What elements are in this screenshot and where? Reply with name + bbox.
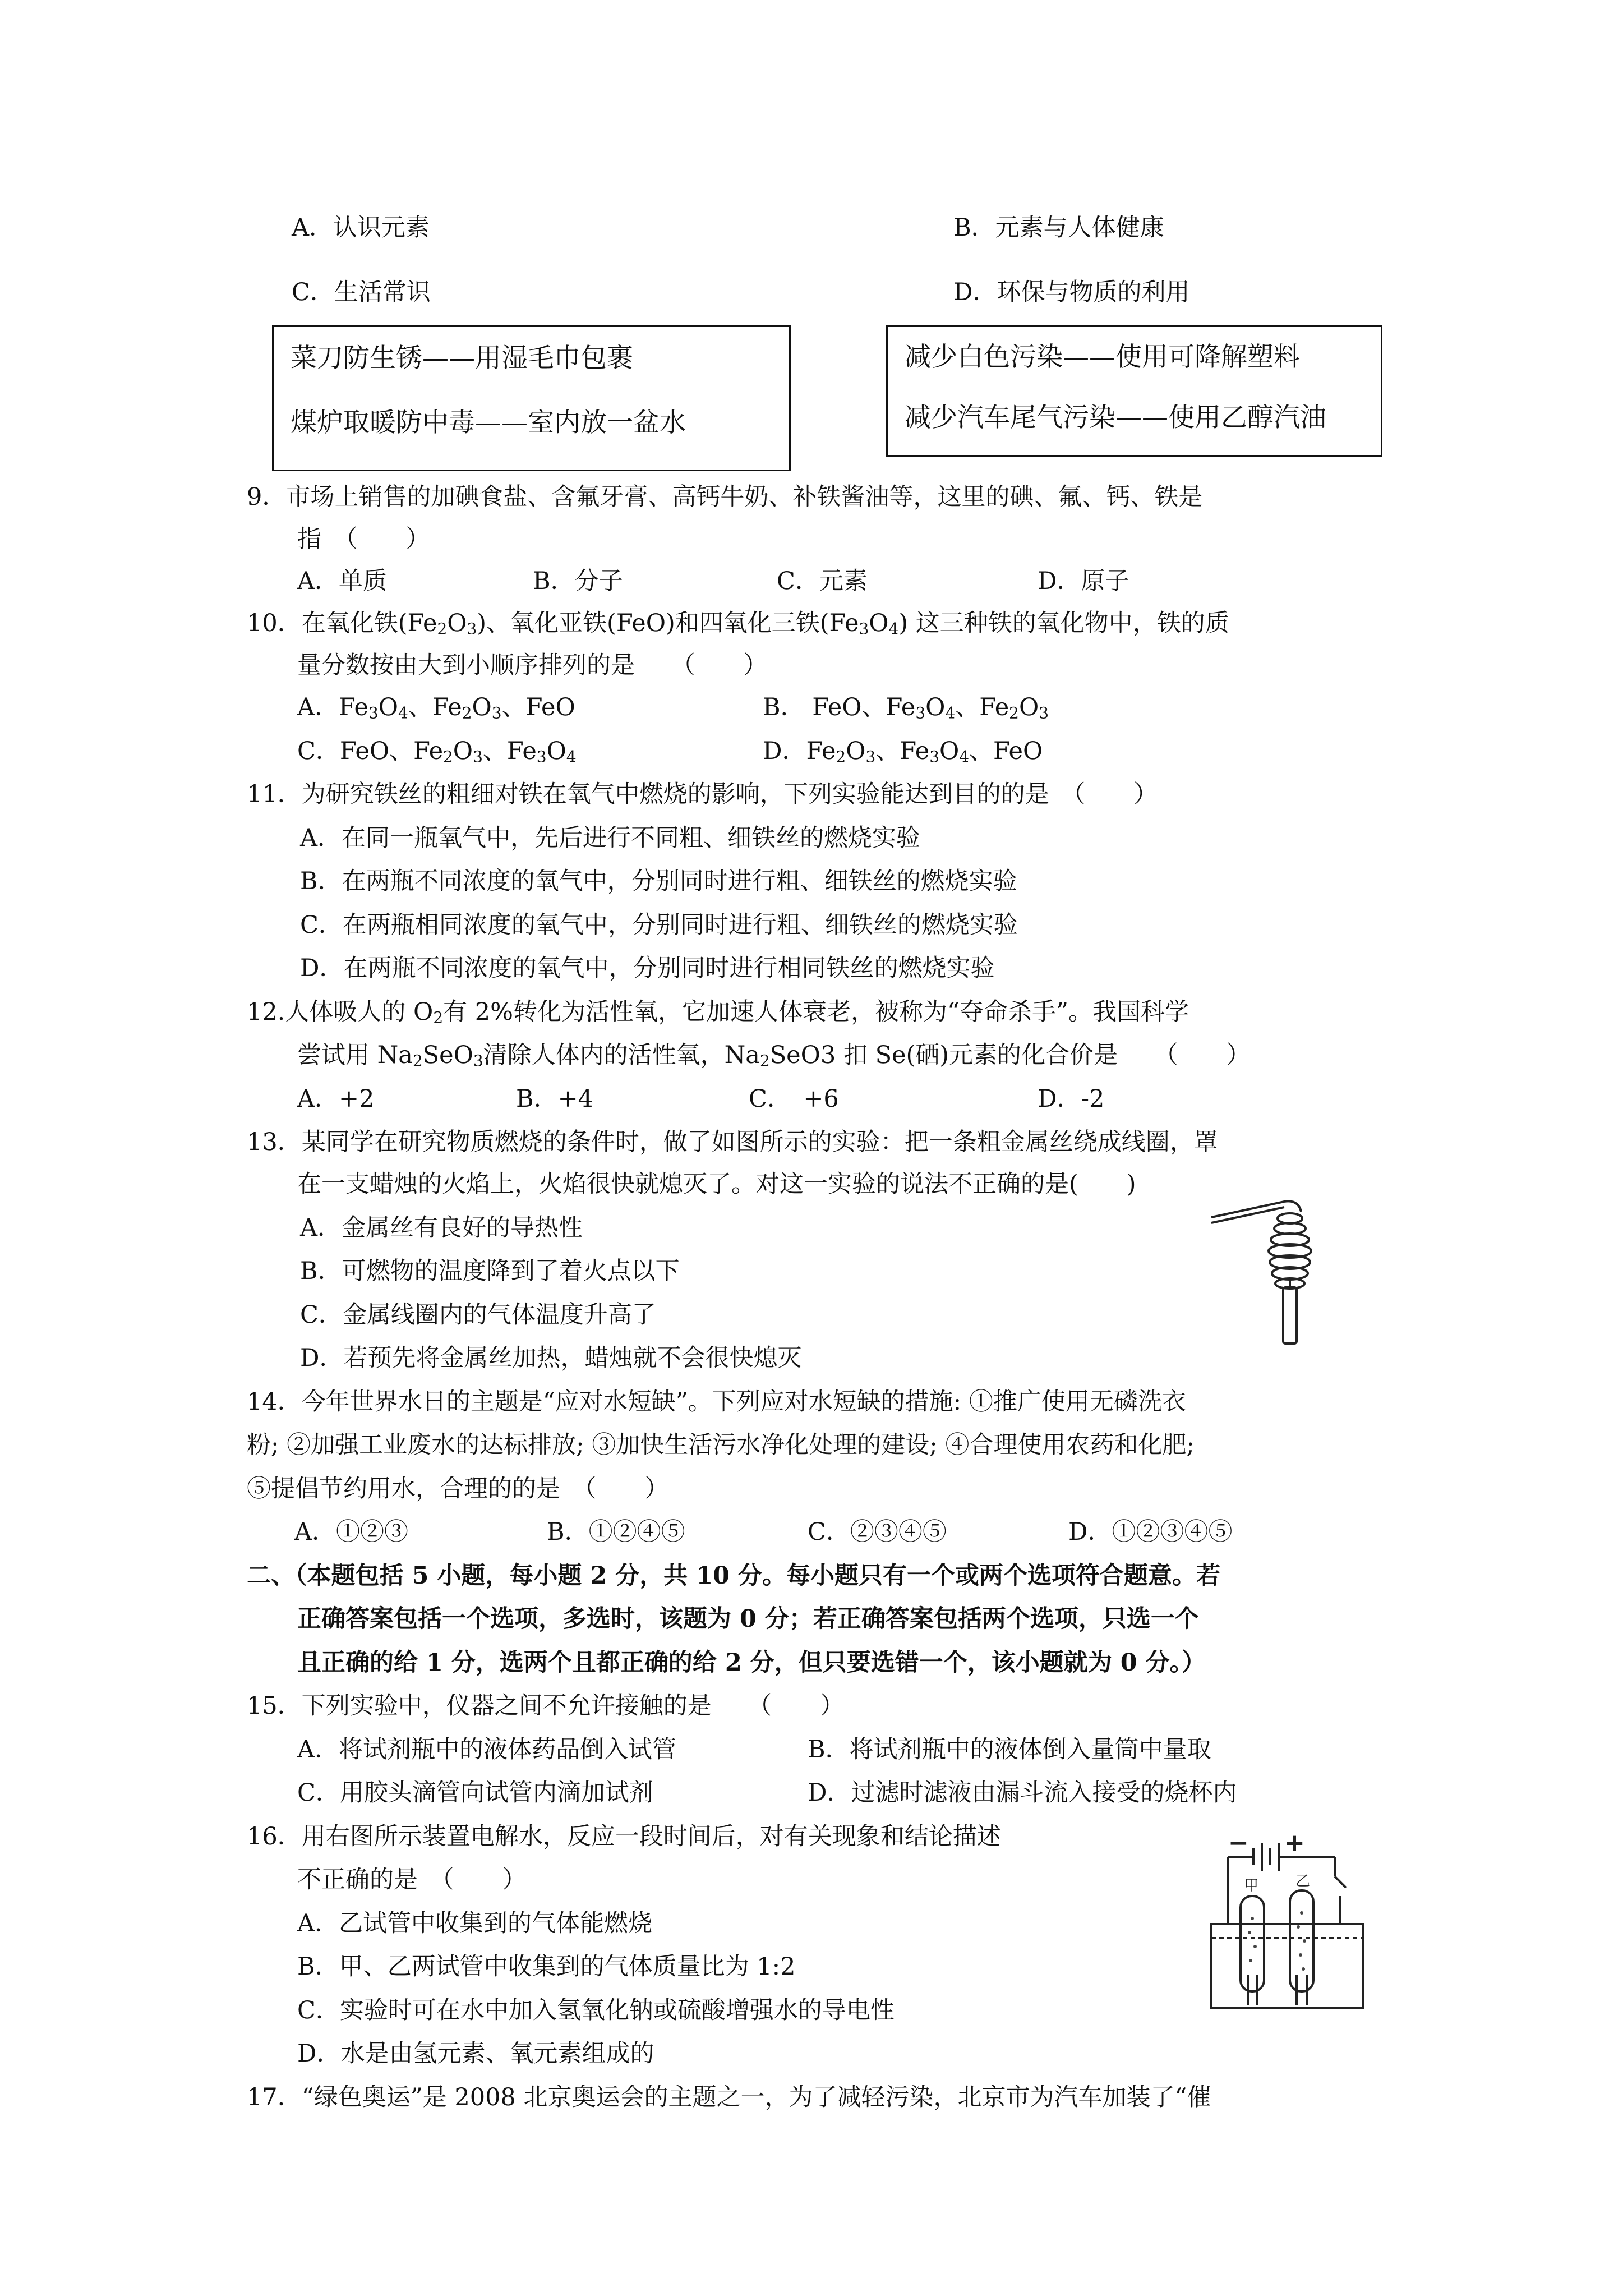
q10-text: O [939, 737, 960, 765]
q16-option-b: B．甲、乙两试管中收集到的气体质量比为 1:2 [297, 1953, 796, 1981]
q13-stem-line-1: 13．某同学在研究物质燃烧的条件时，做了如图所示的实验：把一条粗金属丝绕成线圈，罩 [247, 1128, 1218, 1156]
subscript: 2 [433, 1008, 444, 1027]
q12-text: 有 2%转化为活性氧，它加速人体衰老，被称为“夺命杀手”。我国科学 [443, 998, 1189, 1026]
q16-stem-line-2: 不正确的是 （ ） [297, 1866, 527, 1894]
q10-text: 、 [501, 693, 526, 721]
q10-text: Fe [979, 693, 1009, 721]
subscript: 2 [836, 747, 846, 766]
option-d-environment: D．环保与物质的利用 [953, 278, 1190, 306]
q10-text: O [472, 693, 492, 721]
subscript: 2 [1009, 703, 1019, 723]
subscript: 3 [859, 619, 869, 638]
q9-stem-line-1: 9．市场上销售的加碘食盐、含氟牙膏、高钙牛奶、补铁酱油等，这里的碘、氟、钙、铁是 [247, 483, 1203, 511]
box-left-line-2: 煤炉取暖防中毒——室内放一盆水 [291, 407, 686, 438]
q10-text: O [925, 693, 946, 721]
q10-text: B． FeO、Fe [763, 693, 916, 721]
q13-option-d: D．若预先将金属丝加热，蜡烛就不会很快熄灭 [300, 1344, 802, 1372]
q16-stem-line-1: 16．用右图所示装置电解水，反应一段时间后，对有关现象和结论描述 [247, 1823, 1001, 1851]
q16-option-c: C．实验时可在水中加入氢氧化钠或硫酸增强水的导电性 [297, 1996, 895, 2024]
subscript: 4 [888, 619, 899, 638]
q10-text: 10．在氧化铁(Fe [247, 609, 437, 637]
subscript: 4 [959, 747, 970, 766]
q15-option-a: A．将试剂瓶中的液体药品倒入试管 [297, 1736, 677, 1764]
q12-option-a: A．+2 [297, 1085, 375, 1113]
q17-stem-line-1: 17．“绿色奥运”是 2008 北京奥运会的主题之一，为了减轻污染，北京市为汽车加装了“催 [247, 2083, 1211, 2111]
box-environment [886, 325, 1382, 457]
q12-stem-line-2 [297, 1043, 1251, 1068]
subscript: 2 [412, 1051, 423, 1070]
q15-stem: 15．下列实验中，仪器之间不允许接触的是 （ ） [247, 1692, 845, 1720]
q12-text: SeO [422, 1041, 473, 1069]
q10-text: O [378, 693, 399, 721]
q15-option-b: B．将试剂瓶中的液体倒入量筒中量取 [808, 1736, 1211, 1764]
option-a-recognize-elements: A．认识元素 [292, 214, 430, 242]
subscript: 2 [437, 619, 448, 638]
q12-text: 12.人体吸人的 O [247, 998, 434, 1026]
q10-text: 、 [875, 737, 900, 765]
q10-text: FeO [525, 693, 575, 721]
subscript: 2 [759, 1051, 770, 1070]
q13-option-b: B．可燃物的温度降到了着火点以下 [300, 1257, 680, 1285]
subscript: 4 [398, 703, 408, 723]
q10-text: C．FeO、Fe [297, 737, 444, 765]
subscript: 3 [473, 747, 483, 766]
subscript: 3 [467, 619, 477, 638]
subscript: 3 [929, 747, 939, 766]
q11-option-a: A．在同一瓶氧气中，先后进行不同粗、细铁丝的燃烧实验 [300, 824, 921, 852]
q10-text: A．Fe [297, 693, 368, 721]
q14-stem-line-2: 粉; ②加强工业废水的达标排放; ③加快生活污水净化处理的建设; ④合理使用农药和化肥; [247, 1431, 1195, 1459]
q10-text: 、 [482, 737, 507, 765]
q10-stem-line-2: 量分数按由大到小顺序排列的是 （ ） [297, 651, 768, 679]
q11-option-b: B．在两瓶不同浓度的氧气中，分别同时进行粗、细铁丝的燃烧实验 [300, 867, 1017, 895]
q12-stem-line-1 [247, 998, 1189, 1027]
box-right-line-2: 减少汽车尾气污染——使用乙醇汽油 [905, 402, 1326, 433]
q10-text: O [846, 737, 866, 765]
q13-option-c: C．金属线圈内的气体温度升高了 [300, 1301, 656, 1329]
q11-stem: 11．为研究铁丝的粗细对铁在氧气中燃烧的影响，下列实验能达到目的的是 （ ） [247, 780, 1158, 808]
plus-terminal-label: + [1284, 1834, 1305, 1857]
subscript: 4 [566, 747, 577, 766]
option-c-life-knowledge: C．生活常识 [292, 278, 431, 306]
q13-stem-line-2: 在一支蜡烛的火焰上，火焰很快就熄灭了。对这一实验的说法不正确的是( ) [297, 1170, 1136, 1198]
subscript: 3 [1039, 703, 1049, 723]
q10-text: O [869, 609, 889, 637]
q9-stem-line-2: 指 （ ） [297, 525, 430, 553]
q14-option-d: D．①②③④⑤ [1068, 1518, 1233, 1546]
q10-text: O [447, 609, 467, 637]
q11-option-d: D．在两瓶不同浓度的氧气中，分别同时进行相同铁丝的燃烧实验 [300, 954, 995, 982]
q12-option-b: B．+4 [516, 1085, 593, 1113]
q10-text: Fe [900, 737, 930, 765]
q14-option-b: B．①②④⑤ [547, 1518, 685, 1546]
q10-text: O [453, 737, 473, 765]
q10-text: 、 [969, 737, 994, 765]
subscript: 3 [865, 747, 876, 766]
q10-text: 、 [408, 693, 432, 721]
q9-option-c: C．元素 [777, 567, 868, 595]
subscript: 3 [473, 1051, 483, 1070]
box-life-knowledge [272, 325, 791, 471]
q15-option-c: C．用胶头滴管向试管内滴加试剂 [297, 1779, 653, 1807]
q12-text: 尝试用 Na [297, 1041, 413, 1069]
q14-option-a: A．①②③ [294, 1518, 409, 1546]
subscript: 3 [915, 703, 926, 723]
tube-jia-label: 甲 [1244, 1878, 1259, 1894]
subscript: 2 [443, 747, 453, 766]
q9-option-b: B．分子 [533, 567, 623, 595]
q10-text: D．Fe [763, 737, 836, 765]
q10-text: 、 [955, 693, 980, 721]
q10-option-d [763, 737, 1043, 766]
q14-stem-line-1: 14．今年世界水日的主题是“应对水短缺”。下列应对水短缺的措施: ①推广使用无磷洗衣 [247, 1388, 1186, 1416]
q12-option-c: C． +6 [749, 1085, 839, 1113]
subscript: 4 [945, 703, 956, 723]
q14-stem-line-3: ⑤提倡节约用水，合理的的是 （ ） [247, 1475, 669, 1503]
q10-text: FeO [993, 737, 1043, 765]
q10-text: ) 这三种铁的氧化物中，铁的质 [898, 609, 1229, 637]
subscript: 2 [462, 703, 472, 723]
q10-text: O [1018, 693, 1039, 721]
q10-text: Fe [506, 737, 537, 765]
subscript: 3 [368, 703, 379, 723]
q10-option-c [297, 737, 577, 766]
q12-text: SeO3 扣 Se(硒)元素的化合价是 （ ） [769, 1041, 1251, 1069]
option-b-elements-health: B．元素与人体健康 [953, 214, 1164, 242]
q14-option-c: C．②③④⑤ [808, 1518, 947, 1546]
subscript: 3 [491, 703, 502, 723]
q9-option-d: D．原子 [1038, 567, 1129, 595]
coil-candle-figure [1206, 1195, 1385, 1346]
section-2-heading-line-2: 正确答案包括一个选项，多选时，该题为 0 分；若正确答案包括两个选项，只选一个 [297, 1605, 1199, 1633]
subscript: 3 [536, 747, 547, 766]
q9-option-a: A．单质 [297, 567, 388, 595]
q10-stem-line-1 [247, 611, 1229, 636]
q10-text: Fe [432, 693, 462, 721]
tube-yi-label: 乙 [1295, 1873, 1311, 1890]
q10-option-b [763, 693, 1049, 723]
q16-option-d: D．水是由氢元素、氧元素组成的 [297, 2040, 654, 2068]
section-2-heading-line-1: 二、（本题包括 5 小题，每小题 2 分，共 10 分。每小题只有一个或两个选项符合题意。若 [247, 1562, 1220, 1590]
q12-text: 清除人体内的活性氧，Na [483, 1041, 760, 1069]
q11-option-c: C．在两瓶相同浓度的氧气中，分别同时进行粗、细铁丝的燃烧实验 [300, 911, 1018, 939]
q13-option-a: A．金属丝有良好的导热性 [300, 1214, 583, 1242]
electrolysis-apparatus-figure [1206, 1834, 1374, 2019]
q10-option-a [297, 693, 575, 723]
box-left-line-1: 菜刀防生锈——用湿毛巾包裹 [291, 343, 633, 374]
minus-terminal-label: − [1228, 1834, 1249, 1857]
box-right-line-1: 减少白色污染——使用可降解塑料 [905, 342, 1300, 372]
q12-option-d: D．-2 [1038, 1085, 1105, 1113]
q16-option-a: A．乙试管中收集到的气体能燃烧 [297, 1910, 653, 1938]
q10-text: O [546, 737, 566, 765]
section-2-heading-line-3: 且正确的给 1 分，选两个且都正确的给 2 分，但只要选错一个，该小题就为 0 分。） [297, 1649, 1206, 1677]
q15-option-d: D．过滤时滤液由漏斗流入接受的烧杯内 [808, 1779, 1237, 1807]
q10-text: )、氧化亚铁(FeO)和四氧化三铁(Fe [477, 609, 859, 637]
